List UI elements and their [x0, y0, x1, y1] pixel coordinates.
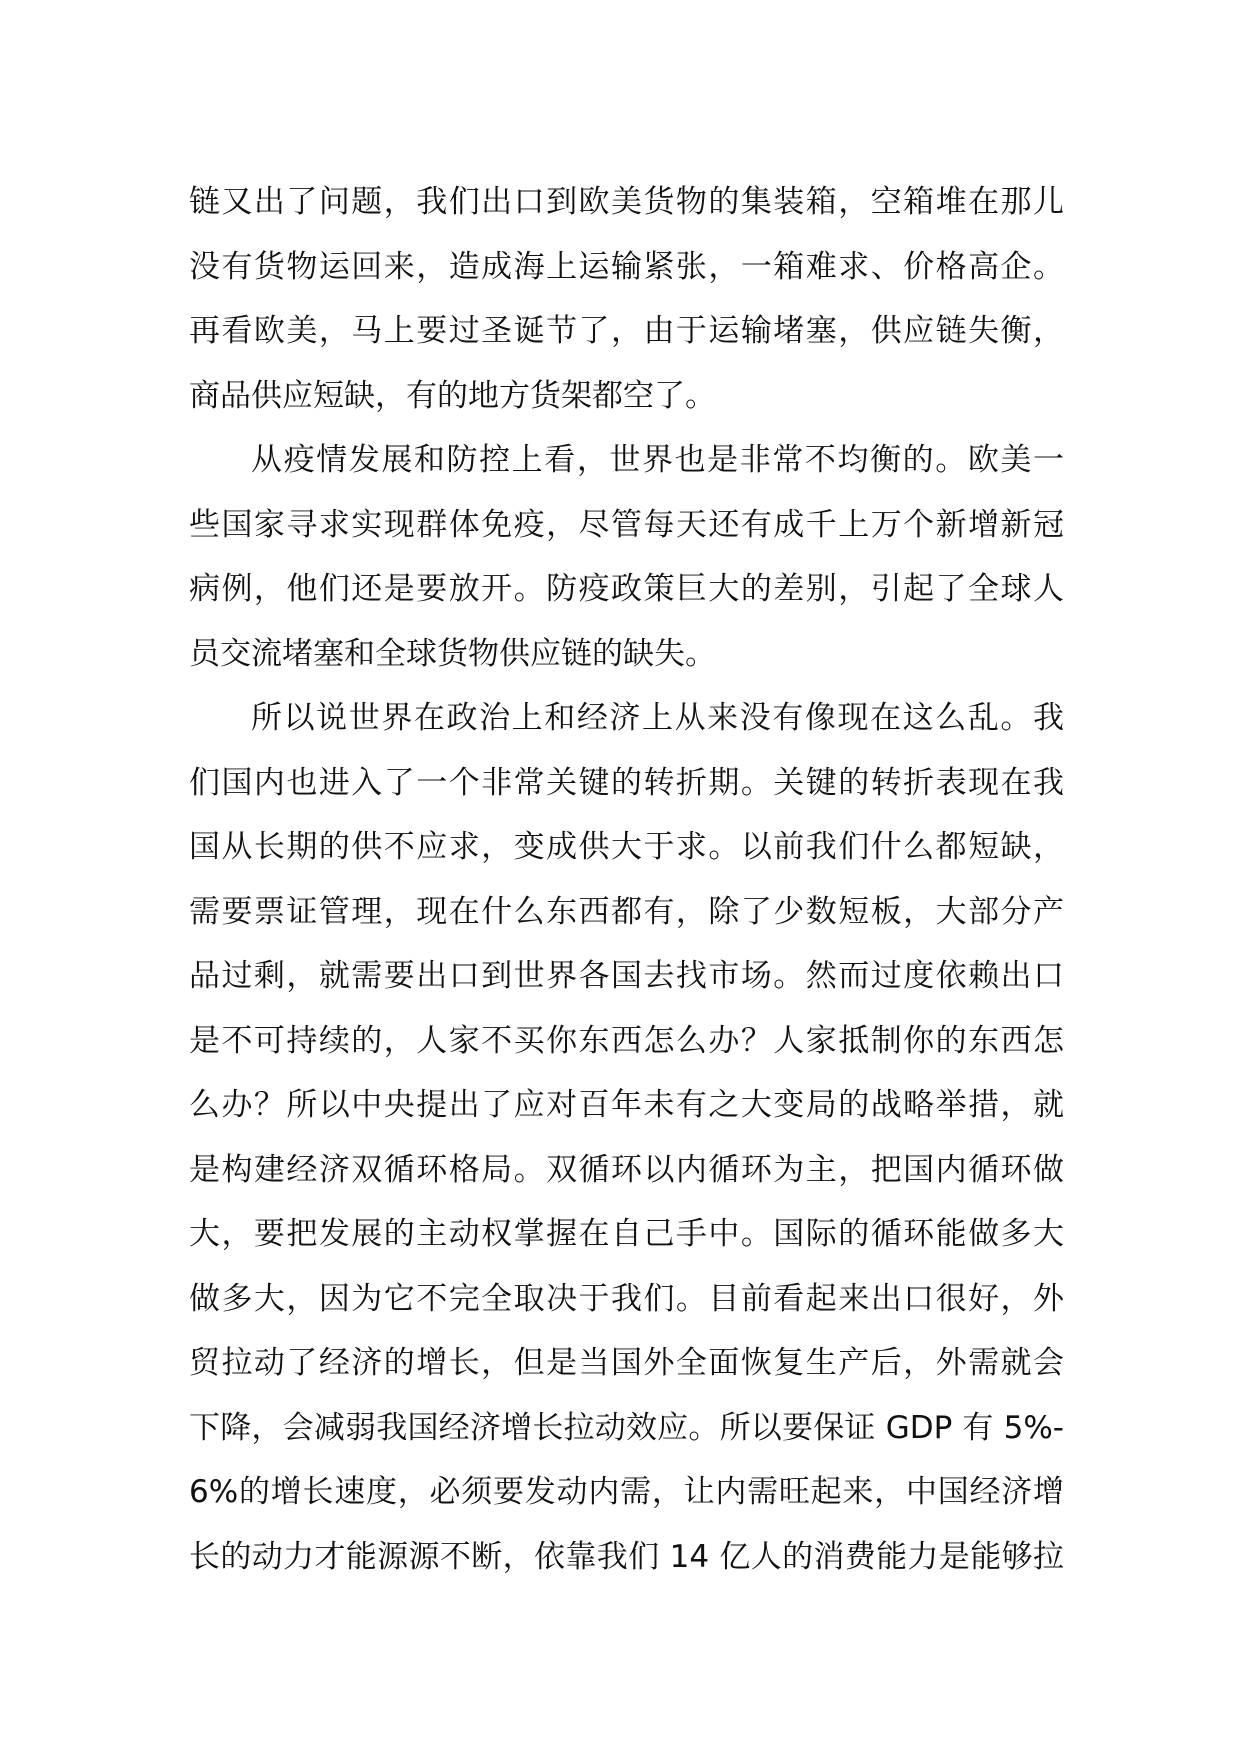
text-line: 么办？所以中央提出了应对百年未有之大变局的战略举措，就: [189, 1087, 1064, 1123]
text-line: 国从长期的供不应求，变成供大于求。以前我们什么都短缺，: [189, 829, 1064, 865]
text-line: 6%的增长速度，必须要发动内需，让内需旺起来，中国经济增: [189, 1474, 1064, 1510]
paragraph-first-line: 所以说世界在政治上和经济上从来没有像现在这么乱。我: [251, 700, 1064, 736]
text-line: 做多大，因为它不完全取决于我们。目前看起来出口很好，外: [189, 1280, 1064, 1317]
body-text: [189, 170, 1064, 1589]
text-line: 下降，会减弱我国经济增长拉动效应。所以要保证 GDP 有 5%-: [189, 1409, 1064, 1446]
text-line: 大，要把发展的主动权掌握在自己手中。国际的循环能做多大: [189, 1216, 1064, 1252]
text-line: 没有货物运回来，造成海上运输紧张，一箱难求、价格高企。: [189, 248, 1064, 285]
text-line: 些国家寻求实现群体免疫，尽管每天还有成千上万个新增新冠: [189, 506, 1064, 543]
text-line: 贸拉动了经济的增长，但是当国外全面恢复生产后，外需就会: [189, 1345, 1064, 1381]
text-line: 商品供应短缺，有的地方货架都空了。: [189, 377, 716, 414]
paragraph-first-line: 从疫情发展和防控上看，世界也是非常不均衡的。欧美一: [251, 442, 1064, 478]
text-line: 是不可持续的，人家不买你东西怎么办？人家抵制你的东西怎: [189, 1022, 1064, 1059]
text-line: 长的动力才能源源不断，依靠我们 14 亿人的消费能力是能够拉: [189, 1538, 1064, 1575]
text-line: 员交流堵塞和全球货物供应链的缺失。: [189, 635, 716, 672]
text-line: 是构建经济双循环格局。双循环以内循环为主，把国内循环做: [189, 1151, 1064, 1188]
text-line: 链又出了问题，我们出口到欧美货物的集装箱，空箱堆在那儿: [189, 184, 1064, 220]
text-line: 需要票证管理，现在什么东西都有，除了少数短板，大部分产: [189, 893, 1064, 930]
text-line: 病例，他们还是要放开。防疫政策巨大的差别，引起了全球人: [189, 571, 1064, 607]
text-line: 再看欧美，马上要过圣诞节了，由于运输堵塞，供应链失衡，: [189, 313, 1064, 349]
text-line: 们国内也进入了一个非常关键的转折期。关键的转折表现在我: [189, 764, 1064, 801]
text-line: 品过剩，就需要出口到世界各国去找市场。然而过度依赖出口: [189, 958, 1064, 994]
